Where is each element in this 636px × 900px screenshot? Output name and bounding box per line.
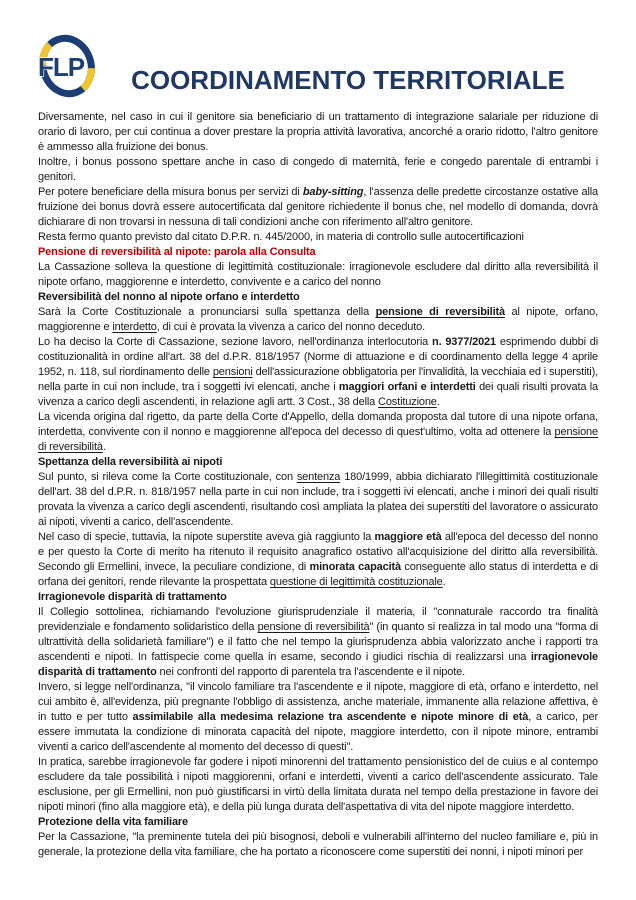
text-run: maggiori orfani e interdetti	[338, 381, 476, 393]
text-run: Nel caso di specie, tuttavia, la nipote superstite aveva già raggiunto la	[38, 531, 375, 543]
paragraph	[38, 305, 598, 335]
text-run: al nipote, orfano, maggiorenne e	[38, 306, 598, 333]
paragraph	[38, 470, 598, 530]
text-run: pensione di reversibilità	[375, 306, 505, 318]
text-run: Per potere beneficiare della misura bonus per servizi di	[38, 186, 303, 198]
section-heading	[38, 590, 598, 605]
text-run: Lo ha deciso la Corte di Cassazione, sezione lavoro, nell'ordinanza interlocutoria	[38, 336, 432, 348]
paragraph	[38, 335, 598, 410]
text-run: Reversibilità del nonno al nipote orfano e interdetto	[38, 291, 300, 303]
paragraph	[38, 230, 598, 245]
text-run: baby-sitting	[302, 186, 364, 198]
text-run: Per la Cassazione, "la preminente tutela dei più bisognosi, deboli e vulnerabili all'interno del nucleo familiare e, più in generale, la protezione della vita familiare, che ha portato a riconoscere come superstiti dei nonni, i nipoti minori per	[38, 831, 598, 858]
text-run: questione di legittimità costituzionale	[269, 576, 443, 588]
section-heading	[38, 290, 598, 305]
text-run: .	[442, 576, 446, 588]
paragraph	[38, 605, 598, 680]
text-run: Costituzione	[378, 396, 437, 408]
text-run: , l'assenza delle predette circostanze ostative alla fruizione dei bonus dovrà essere autocertificata dal genitore richiedente il bonus che, nel modello di domanda, dovrà dichiarare di non trovarsi in nessuna di tali condizioni anche con riferimento all'altro genitore.	[38, 186, 598, 228]
text-run: conseguente allo status di interdetta e di orfana dei genitori, rende rilevante la prospettata	[38, 561, 598, 588]
text-run: , a carico, per essere immutata la condizione di minorata capacità del nipote, maggiore interdetto, con il nipote minore, entrambi viventi a carico dell'ascendente al momento del decesso di questi".	[38, 711, 598, 753]
text-run: pensione di reversibilità	[38, 426, 598, 453]
text-run: In pratica, sarebbe irragionevole far godere i nipoti minorenni del trattamento pensionistico del de cuius e al contempo escludere da tale possibilità i nipoti maggiorenni, orfani e interdetti, viventi a carico dell'ascendente assicurato. Tale esclusione, per gli Ermellini, non può giustificarsi in virtù della limitata durata nel tempo della prestazione in favore dei nipoti minori (fino alla maggiore età), e della più lunga durata dell'aspettativa di vita del nipote maggiore interdetto.	[38, 756, 598, 813]
section-heading	[38, 245, 598, 260]
logo-text: FLP	[38, 52, 85, 82]
text-run: " (in quanto si realizza in tal modo una "forma di ultrattività della solidarietà familiare") e il fatto che nel tempo la giurisprudenza abbia valorizzato anche i rapporti tra ascendenti e nipoti. In fattispecie come quella in esame, secondo i giudici rischia di realizzarsi una	[38, 621, 598, 663]
text-run: sentenza	[296, 471, 341, 483]
text-run: Irragionevole disparità di trattamento	[38, 591, 227, 603]
text-run: dell'assicurazione obbligatoria per l'invalidità, la vecchiaia ed i superstiti), nella parte in cui non include, tra i soggetti ivi elencati, anche i	[38, 366, 598, 393]
text-run: dei quali risulti provata la vivenza a carico degli ascendenti, in relazione agli artt. 3 Cost., 38 della	[38, 381, 599, 408]
text-run: La vicenda origina dal rigetto, da parte della Corte d'Appello, della domanda proposta dal tutore di una nipote orfana, interdetta, convivente con il nonno e maggiorenne all'epoca del decesso di quest'ultimo, volta ad ottenere la	[38, 411, 598, 438]
page-title: COORDINAMENTO TERRITORIALE	[131, 65, 565, 95]
text-run: Sarà la Corte Costituzionale a pronunciarsi sulla spettanza della	[38, 306, 376, 318]
paragraph	[38, 185, 598, 230]
paragraph	[38, 110, 598, 155]
text-run: assimilabile alla medesima relazione tra ascendente e nipote minore di età	[132, 711, 529, 723]
paragraph	[38, 680, 598, 755]
text-run: pensioni	[212, 366, 253, 378]
document-header	[0, 0, 636, 104]
text-run: nei confronti del rapporto di parentela tra l'ascendente e il nipote.	[156, 666, 466, 678]
text-run: Inoltre, i bonus possono spettare anche in caso di congedo di maternità, ferie e congedo parentale di entrambi i genitori.	[38, 156, 598, 183]
paragraph	[38, 755, 598, 815]
text-run: maggiore età	[374, 531, 442, 543]
paragraph	[38, 830, 598, 860]
text-run: Il Collegio sottolinea, richiamando l'evoluzione giurisprudenziale il materia, il "connaturale raccordo tra finalità previdenziale e fondamento solidaristico della	[38, 606, 598, 633]
text-run: Spettanza della reversibilità ai nipoti	[38, 456, 223, 468]
text-run: pensione di reversibilità	[257, 621, 370, 633]
section-heading	[38, 815, 598, 830]
text-run: esprimendo dubbi di costituzionalità in ordine all'art. 38 del d.P.R. 818/1957 (Norme di attuazione e di coordinamento della legge 4 aprile 1952, n. 118, sul riordinamento delle	[38, 336, 599, 378]
section-heading	[38, 455, 598, 470]
text-run: Sul punto, si rileva come la Corte costituzionale, con	[38, 471, 297, 483]
text-run: Protezione della vita familiare	[38, 816, 189, 828]
flp-logo-icon	[36, 28, 98, 104]
paragraph	[38, 260, 598, 290]
text-run: La Cassazione solleva la questione di legittimità costituzionale: irragionevole escludere dal diritto alla reversibilità il nipote orfano, maggiorenne e interdetto, convivente e a carico del nonno	[38, 261, 598, 288]
text-run: irragionevole disparità di trattamento	[38, 651, 598, 678]
paragraph	[38, 530, 598, 590]
text-run: minorata capacità	[309, 561, 401, 573]
text-run: .	[102, 441, 106, 453]
paragraph	[38, 410, 598, 455]
text-run: .	[436, 396, 440, 408]
text-run: 180/1999, abbia dichiarato l'illegittimità costituzionale dell'art. 38 del d.P.R. n. 818/1957 nella parte in cui non include, tra i soggetti ivi elencati, anche i minori dei quali risulti provata la vivenza a carico degli ascendenti, risultando così ampliata la platea dei superstiti del lavoratore o assicurato ai nipoti, viventi a carico, dell'ascendente.	[38, 471, 598, 528]
paragraph	[38, 155, 598, 185]
text-run: n. 9377/2021	[432, 336, 496, 348]
text-run: , di cui è provata la vivenza a carico del nonno deceduto.	[156, 321, 426, 333]
text-run: Pensione di reversibilità al nipote: parola alla Consulta	[38, 246, 316, 258]
flp-logo	[36, 28, 98, 104]
text-run: all'epoca del decesso del nonno e per questo la Corte di merito ha ritenuto il requisito anagrafico ostativo all'acquisizione del diritto alla reversibilità. Secondo gli Ermellini, invece, la peculiare condizione, di	[38, 531, 599, 573]
text-run: interdetto	[112, 321, 157, 333]
text-run: Resta fermo quanto previsto dal citato D.P.R. n. 445/2000, in materia di controllo sulle autocertificazioni	[38, 231, 524, 243]
document-body	[0, 104, 636, 860]
text-run: Diversamente, nel caso in cui il genitore sia beneficiario di un trattamento di integrazione salariale per riduzione di orario di lavoro, per cui continua a dover prestare la propria attività lavorativa, ancorché a orario ridotto, l'altro genitore è ammesso alla fruizione dei bonus.	[38, 111, 598, 153]
text-run: Invero, si legge nell'ordinanza, "il vincolo familiare tra l'ascendente e il nipote, maggiore di età, orfano e interdetto, nel cui ambito è, all'evidenza, più pregnante l'obbligo di assistenza, anche materiale, immanente alla relazione affettiva, è in tutto e per tutto	[38, 681, 598, 723]
